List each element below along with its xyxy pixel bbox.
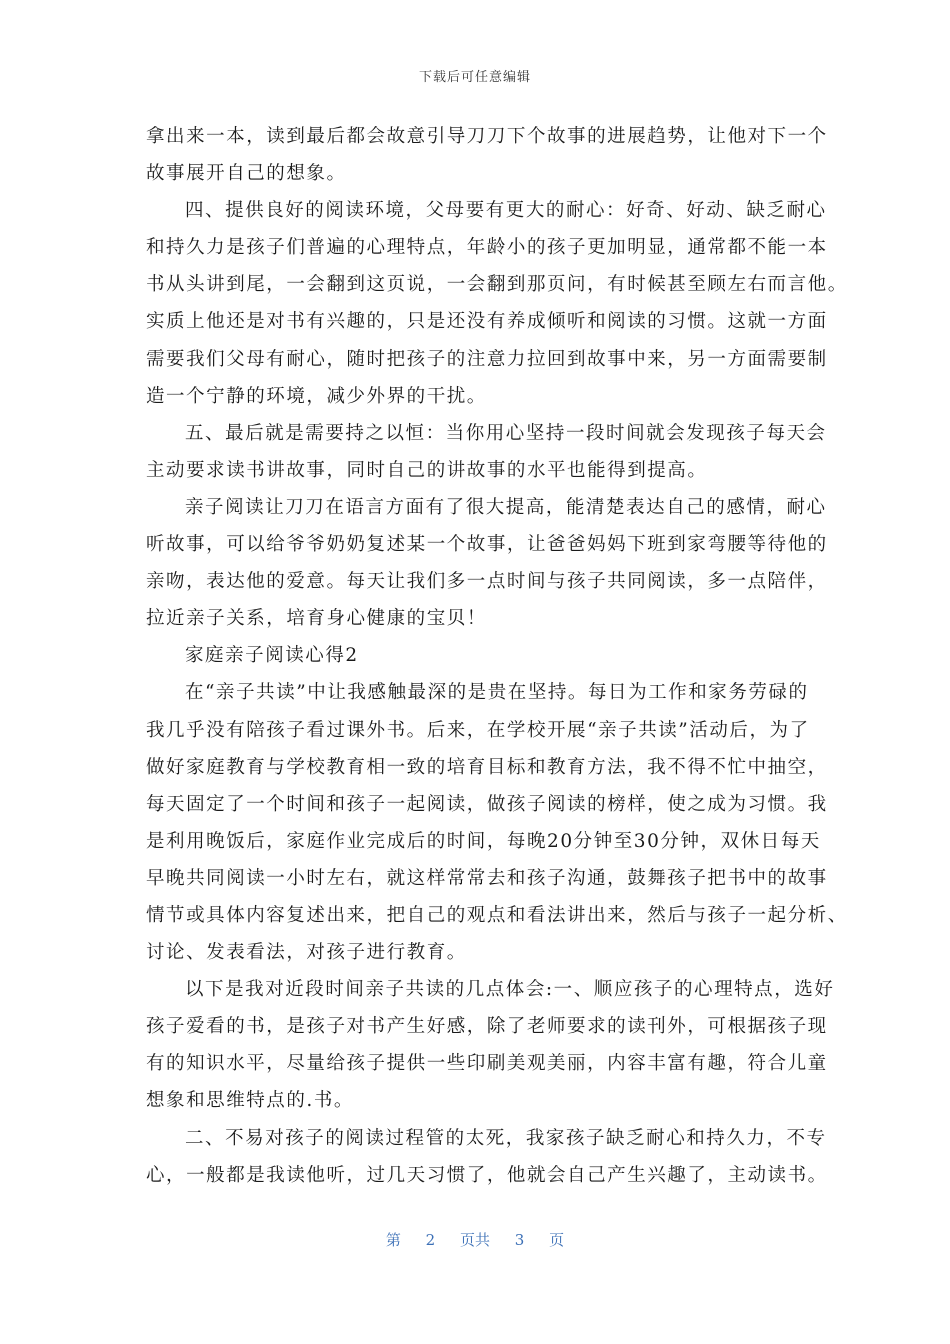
text-line: 主动要求读书讲故事，同时自己的讲故事的水平也能得到提高。 [146, 459, 708, 481]
text-line: 每天固定了一个时间和孩子一起阅读，做孩子阅读的榜样，使之成为习惯。我 [146, 793, 828, 815]
text-line: 讨论、发表看法，对孩子进行教育。 [146, 942, 467, 964]
text-line: 实质上他还是对书有兴趣的，只是还没有养成倾听和阅读的习惯。这就一方面 [146, 311, 828, 333]
document-body [146, 118, 848, 1194]
page-footer [0, 1229, 950, 1250]
page-suffix: 页 [549, 1231, 565, 1249]
text-line: 亲子阅读让刀刀在语言方面有了很大提高，能清楚表达自己的感情，耐心 [185, 496, 827, 518]
text-line: 二、不易对孩子的阅读过程管的太死，我家孩子缺乏耐心和持久力，不专 [185, 1127, 827, 1149]
text-line: 是利用晚饭后，家庭作业完成后的时间，每晚20分钟至30分钟，双休日每天 [146, 830, 821, 852]
text-line: 早晚共同阅读一小时左右，就这样常常去和孩子沟通，鼓舞孩子把书中的故事 [146, 867, 828, 889]
text-line: 心，一般都是我读他听，过几天习惯了，他就会自己产生兴趣了，主动读书。 [146, 1164, 828, 1186]
text-line: 以下是我对近段时间亲子共读的几点体会:一、顺应孩子的心理特点，选好 [185, 979, 835, 1001]
page-label: 第 [385, 1231, 401, 1249]
text-line: 需要我们父母有耐心，随时把孩子的注意力拉回到故事中来，另一方面需要制 [146, 348, 828, 370]
text-line: 造一个宁静的环境，减少外界的干扰。 [146, 385, 487, 407]
text-line: 拿出来一本，读到最后都会故意引导刀刀下个故事的进展趋势，让他对下一个 [146, 126, 828, 147]
text-line: 和持久力是孩子们普遍的心理特点，年龄小的孩子更加明显，通常都不能一本 [146, 237, 828, 259]
text-line: 有的知识水平，尽量给孩子提供一些印刷美观美丽，内容丰富有趣，符合儿童 [146, 1053, 828, 1075]
text-line: 孩子爱看的书，是孩子对书产生好感，除了老师要求的读刊外，可根据孩子现 [146, 1016, 828, 1038]
text-line: 情节或具体内容复述出来，把自己的观点和看法讲出来，然后与孩子一起分析、 [146, 904, 848, 926]
text-line: 亲吻，表达他的爱意。每天让我们多一点时间与孩子共同阅读，多一点陪伴， [146, 571, 828, 593]
text-line: 想象和思维特点的.书。 [146, 1090, 354, 1112]
text-line: 故事展开自己的想象。 [146, 163, 347, 185]
text-line: 五、最后就是需要持之以恒：当你用心坚持一段时间就会发现孩子每天会 [185, 422, 827, 444]
text-line: 书从头讲到尾，一会翻到这页说，一会翻到那页问，有时候甚至顾左右而言他。 [146, 274, 848, 296]
text-line: 在“亲子共读”中让我感触最深的是贵在坚持。每日为工作和家务劳碌的 [185, 682, 809, 704]
total-pages: 3 [514, 1231, 525, 1249]
text-line: 听故事，可以给爷爷奶奶复述某一个故事，让爸爸妈妈下班到家弯腰等待他的 [146, 534, 828, 556]
text-line: 做好家庭教育与学校教育相一致的培育目标和教育方法，我不得不忙中抽空， [146, 756, 828, 778]
text-line: 我几乎没有陪孩子看过课外书。后来，在学校开展“亲子共读”活动后，为了 [146, 719, 810, 741]
text-line: 四、提供良好的阅读环境，父母要有更大的耐心：好奇、好动、缺乏耐心 [185, 200, 827, 222]
page-header: 下载后可任意编辑 [418, 70, 531, 85]
page-number: 2 [425, 1231, 436, 1249]
section-heading: 家庭亲子阅读心得2 [185, 645, 359, 667]
total-label: 页共 [459, 1231, 490, 1249]
text-line: 拉近亲子关系，培育身心健康的宝贝！ [146, 608, 487, 630]
